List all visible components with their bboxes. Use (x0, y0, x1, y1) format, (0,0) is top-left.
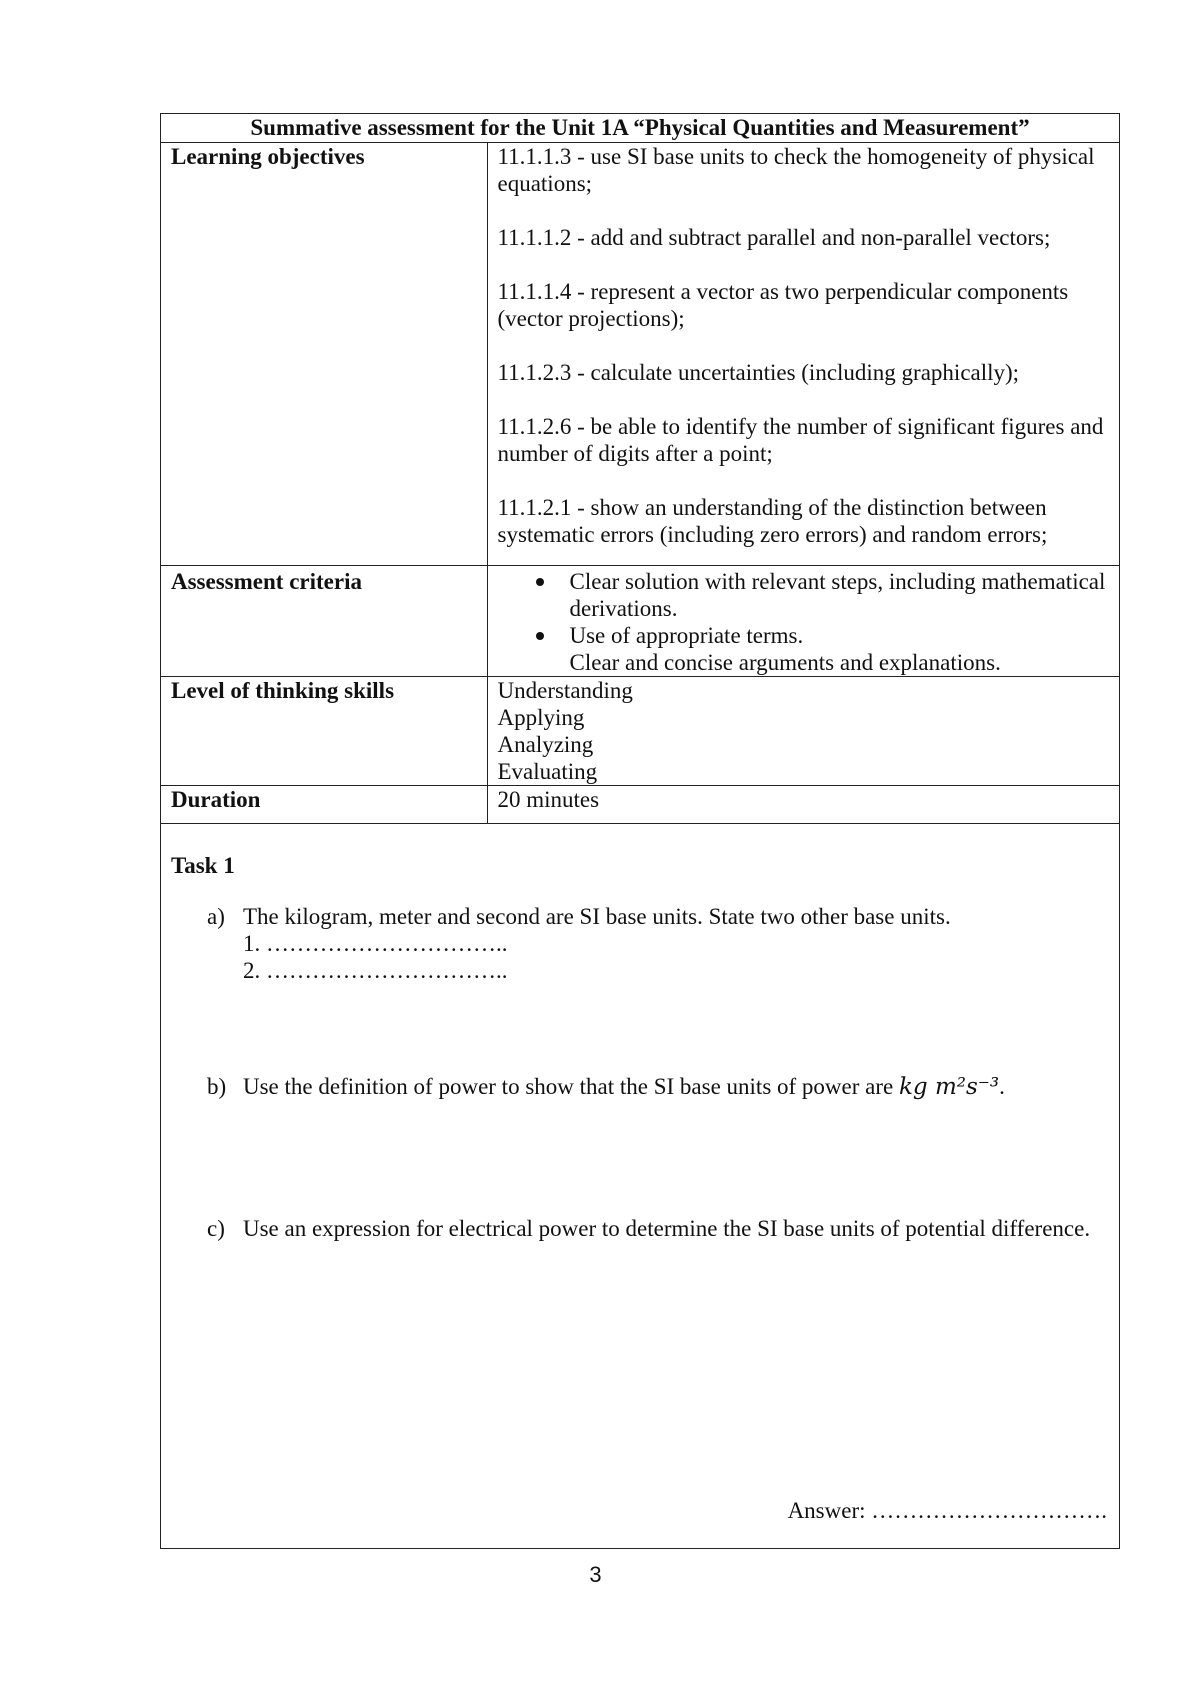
objective-item: 11.1.2.6 - be able to identify the number of significant figures and number of digits after a point; (497, 414, 1104, 466)
page-number: 3 (589, 1562, 602, 1587)
duration-row (161, 786, 1119, 824)
skill-item: Understanding (497, 678, 633, 703)
learning-objectives-list (487, 143, 1119, 566)
answer-line-2[interactable]: 2. ………………………….. (243, 958, 508, 983)
question-b-end: . (999, 1074, 1005, 1099)
objective-item: 11.1.2.1 - show an understanding of the distinction between systematic errors (including zero errors) and random errors; (497, 495, 1048, 547)
skill-item: Evaluating (497, 759, 598, 784)
thinking-skills-list (487, 677, 1119, 786)
duration-label: Duration (161, 786, 487, 824)
skill-item: Applying (497, 705, 585, 730)
answer-line-1[interactable]: 1. ………………………….. (243, 931, 508, 956)
question-letter: c) (207, 1216, 225, 1241)
assessment-criteria-row (161, 566, 1119, 677)
duration-value: 20 minutes (487, 786, 1119, 824)
title-row (161, 114, 1119, 143)
criteria-item: Clear and concise arguments and explanations. (569, 650, 1001, 675)
criteria-item: Use of appropriate terms. (570, 622, 1110, 649)
question-b-text: Use the definition of power to show that the SI base units of power are (243, 1074, 899, 1099)
answer-line[interactable]: Answer: …………………………. (787, 1498, 1107, 1523)
learning-objectives-row (161, 143, 1119, 566)
question-letter: b) (207, 1074, 227, 1099)
assessment-criteria-cell (487, 566, 1119, 677)
skill-item: Analyzing (497, 732, 594, 757)
objective-item: 11.1.1.4 - represent a vector as two perpendicular components (vector projections); (497, 279, 1069, 331)
assessment-criteria-label: Assessment criteria (161, 566, 487, 677)
question-letter: a) (207, 904, 225, 929)
objective-item: 11.1.2.3 - calculate uncertainties (including graphically); (497, 360, 1020, 385)
thinking-skills-row (161, 677, 1119, 786)
question-a-text: The kilogram, meter and second are SI base units. State two other base units. (243, 904, 951, 929)
task-title: Task 1 (171, 853, 235, 878)
criteria-list (498, 568, 1110, 676)
assessment-sheet (160, 113, 1120, 1549)
question-c-text: Use an expression for electrical power to determine the SI base units of potential difference. (243, 1216, 1091, 1241)
assessment-info-table (161, 114, 1119, 824)
thinking-skills-label: Level of thinking skills (161, 677, 487, 786)
question-b (171, 1073, 1109, 1101)
learning-objectives-label: Learning objectives (161, 143, 487, 566)
assessment-title: Summative assessment for the Unit 1A “Physical Quantities and Measurement” (161, 114, 1119, 143)
objective-item: 11.1.1.2 - add and subtract parallel and non-parallel vectors; (497, 225, 1051, 250)
task-section (161, 824, 1119, 1242)
question-c (171, 1215, 1109, 1242)
si-units-formula: kg m²s⁻³ (898, 1074, 1000, 1100)
objective-item: 11.1.1.3 - use SI base units to check the homogeneity of physical equations; (497, 144, 1095, 196)
question-a (171, 903, 1109, 984)
criteria-item: Clear solution with relevant steps, including mathematical derivations. (570, 568, 1110, 622)
